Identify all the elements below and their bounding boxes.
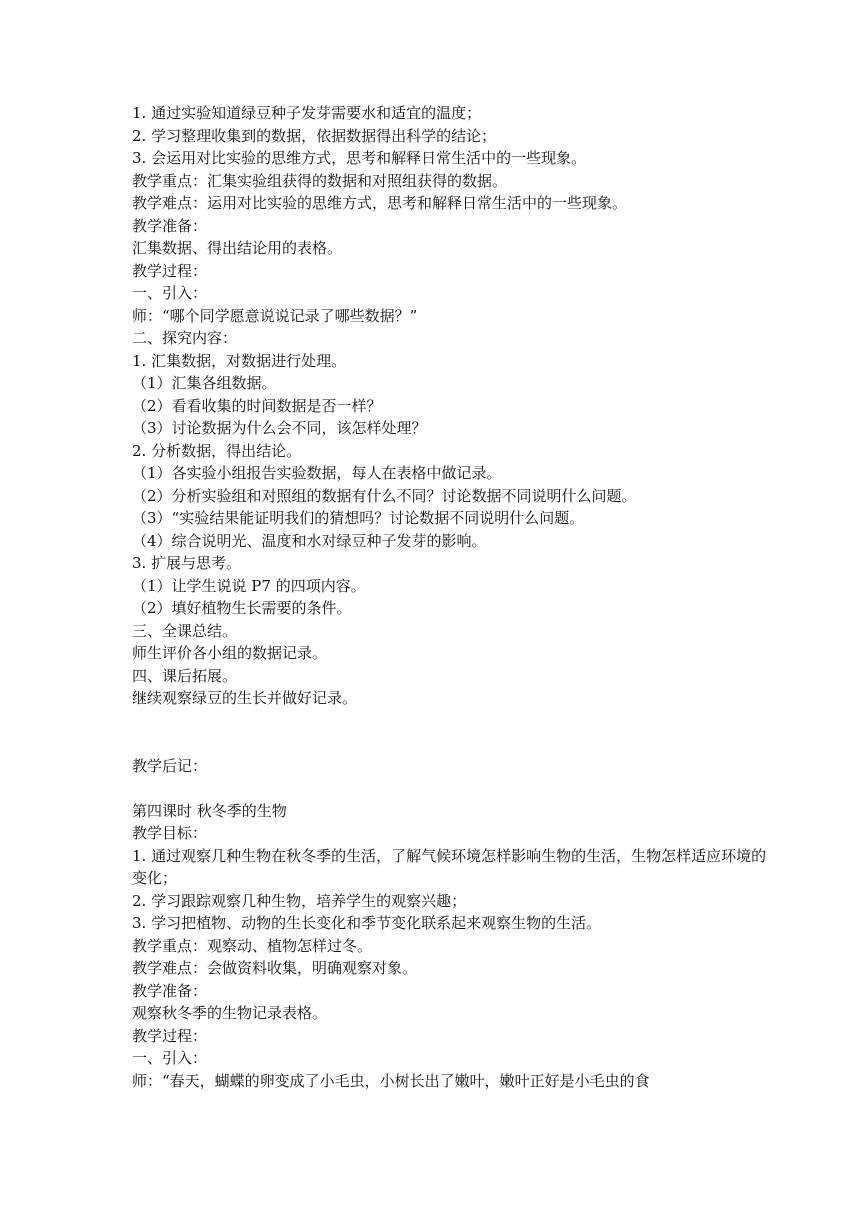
lesson-4-goal-2: 2. 学习跟踪观察几种生物，培养学生的观察兴趣； [132,891,467,910]
lesson-4-goal-1: 1. 通过观察几种生物在秋冬季的生活，了解气候环境怎样影响生物的生活，生物怎样适应环境的变化； [132,846,767,887]
step-2: 2. 分析数据，得出结论。 [132,441,302,460]
explore-heading: 二、探究内容： [132,329,238,347]
lesson-4-key-point: 教学重点：观察动、植物怎样过冬。 [132,936,373,955]
step-1-sub-3: （3）讨论数据为什么会不同，该怎样处理？ [132,419,427,437]
step-1-sub-2: （2）看看收集的时间数据是否一样？ [132,396,382,415]
lesson-4-difficult-point: 教学难点：会做资料收集，明确观察对象。 [132,959,418,977]
blank-line [132,777,772,800]
step-1-sub-1: （1）汇集各组数据。 [132,374,277,392]
goal-line-3: 3. 会运用对比实验的思维方式，思考和解释日常生活中的一些现象。 [132,149,587,167]
step-2-sub-2: （2）分析实验组和对照组的数据有什么不同？讨论数据不同说明什么问题。 [132,486,637,505]
lesson-4-goal-3: 3. 学习把植物、动物的生长变化和季节变化联系起来观察生物的生活。 [132,914,602,932]
teacher-question: 师：“哪个同学愿意说说记录了哪些数据？” [132,306,418,325]
goal-label: 教学目标： [132,824,208,842]
extension-heading: 四、课后拓展。 [132,666,238,685]
lesson-4-preparation-label: 教学准备： [132,981,208,1000]
preparation-label: 教学准备： [132,216,208,235]
step-2-sub-4: （4）综合说明光、温度和水对绿豆种子发芽的影响。 [132,531,487,550]
lesson-4-intro-heading: 一、引入： [132,1049,208,1067]
lesson-4-teacher-speech: 师：“春天，蝴蝶的卵变成了小毛虫，小树长出了嫩叶，嫩叶正好是小毛虫的食 [132,1071,650,1090]
extension-text: 继续观察绿豆的生长并做好记录。 [132,689,358,707]
process-label: 教学过程： [132,261,208,280]
blank-line [132,710,772,733]
summary-heading: 三、全课总结。 [132,621,238,640]
goal-line-2: 2. 学习整理收集到的数据，依据数据得出科学的结论； [132,126,497,145]
intro-heading: 一、引入： [132,284,208,302]
lesson-plan-text [132,102,772,1092]
step-1: 1. 汇集数据，对数据进行处理。 [132,351,347,370]
step-3-sub-1: （1）让学生说说 P7 的四项内容。 [132,576,366,595]
step-3-sub-2: （2）填好植物生长需要的条件。 [132,599,352,617]
lesson-4-preparation-text: 观察秋冬季的生物记录表格。 [132,1004,328,1022]
lesson-4-title: 第四课时 秋冬季的生物 [132,801,287,820]
blank-line [132,732,772,755]
teaching-notes-label: 教学后记： [132,756,208,775]
lesson-4-process-label: 教学过程： [132,1026,208,1045]
summary-text: 师生评价各小组的数据记录。 [132,644,328,662]
goal-line-1: 1. 通过实验知道绿豆种子发芽需要水和适宜的温度； [132,104,482,122]
preparation-text: 汇集数据、得出结论用的表格。 [132,239,343,257]
step-2-sub-3: （3）“实验结果能证明我们的猜想吗？讨论数据不同说明什么问题。 [132,509,585,527]
step-2-sub-1: （1）各实验小组报告实验数据，每人在表格中做记录。 [132,464,502,482]
difficult-point: 教学难点：运用对比实验的思维方式，思考和解释日常生活中的一些现象。 [132,194,628,212]
key-point: 教学重点：汇集实验组获得的数据和对照组获得的数据。 [132,171,508,190]
step-3: 3. 扩展与思考。 [132,554,242,572]
